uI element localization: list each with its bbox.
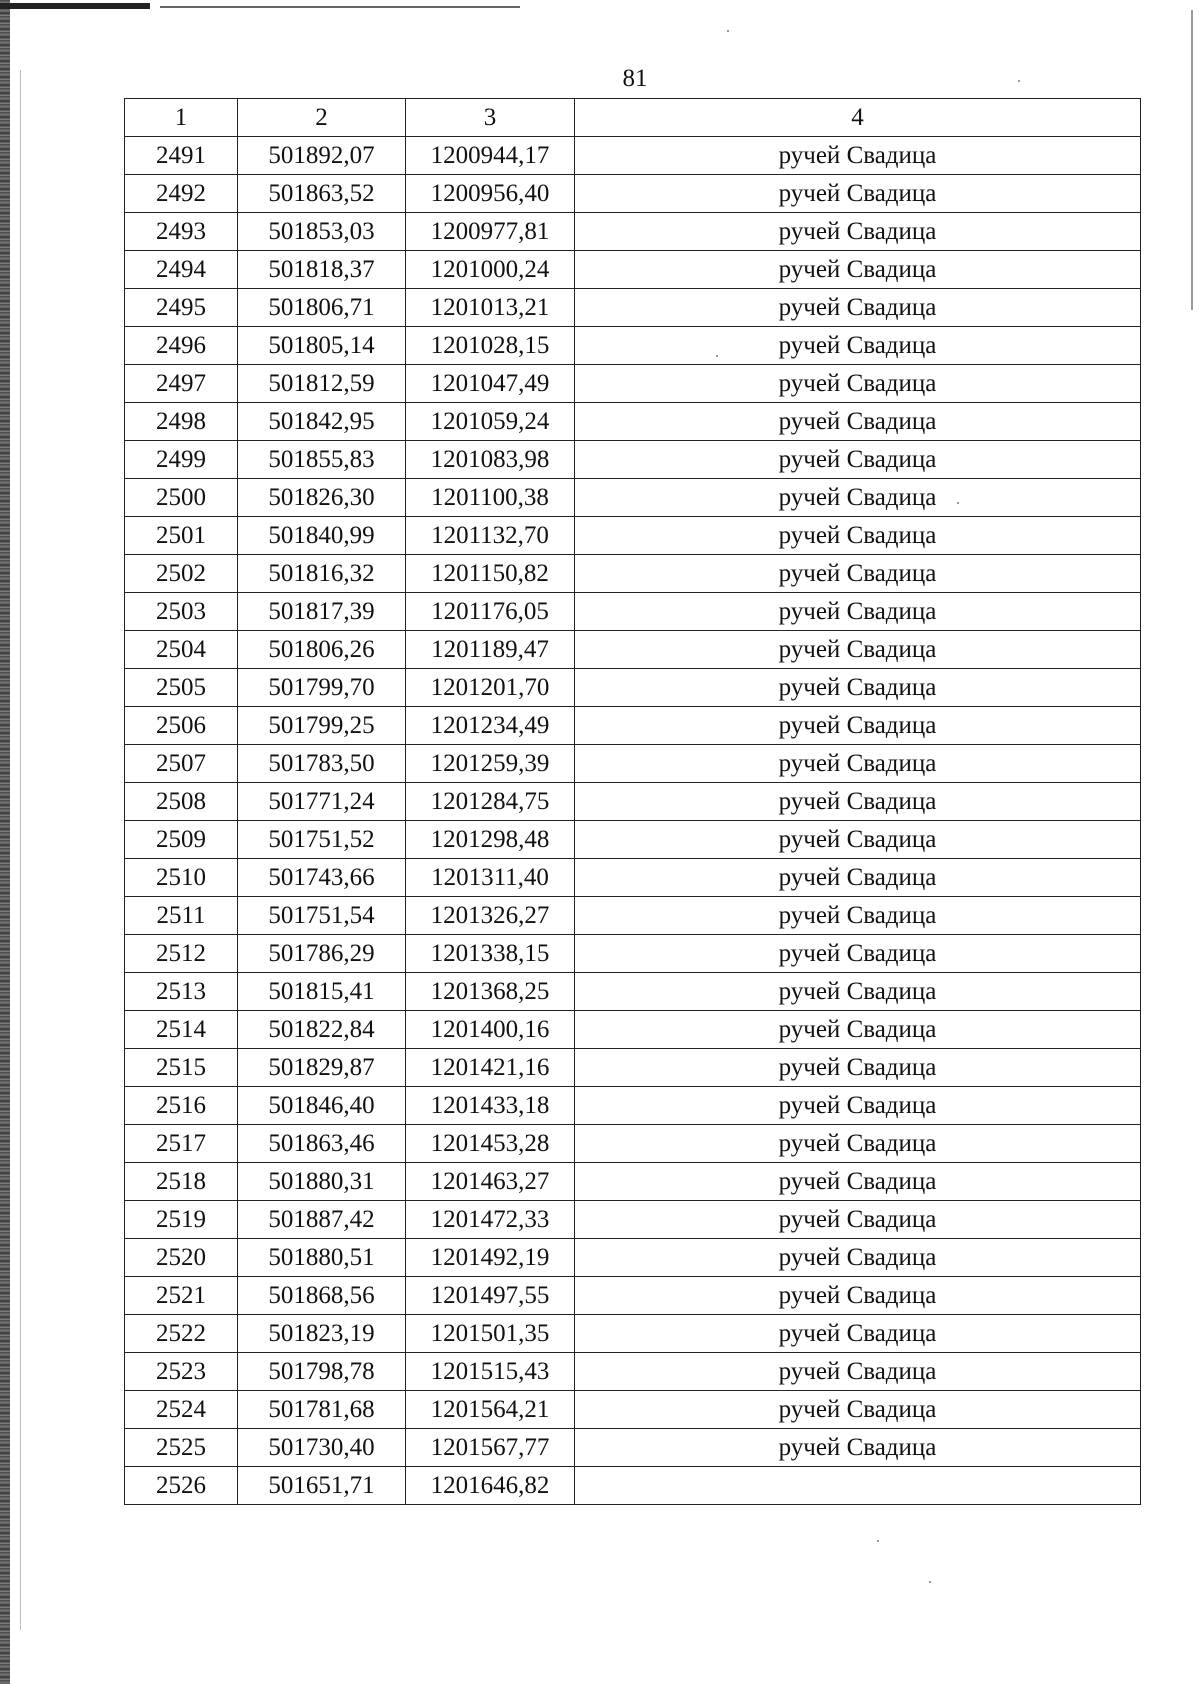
x-coordinate-cell: 501842,95 — [238, 403, 406, 441]
description-cell: ручей Свадица — [575, 631, 1141, 669]
scan-speck — [727, 30, 729, 32]
description-cell: ручей Свадица — [575, 1011, 1141, 1049]
y-coordinate-cell: 1201453,28 — [406, 1125, 575, 1163]
x-coordinate-cell: 501822,84 — [238, 1011, 406, 1049]
y-coordinate-cell: 1201400,16 — [406, 1011, 575, 1049]
y-coordinate-cell: 1201421,16 — [406, 1049, 575, 1087]
scan-fold-line — [20, 70, 21, 1630]
page-number: 81 — [622, 65, 648, 92]
x-coordinate-cell: 501823,19 — [238, 1315, 406, 1353]
description-cell: ручей Свадица — [575, 1087, 1141, 1125]
description-cell: ручей Свадица — [575, 707, 1141, 745]
y-coordinate-cell: 1201176,05 — [406, 593, 575, 631]
table-row — [125, 137, 1141, 175]
x-coordinate-cell: 501892,07 — [238, 137, 406, 175]
description-cell: ручей Свадица — [575, 821, 1141, 859]
point-number-cell: 2517 — [125, 1125, 238, 1163]
table-row — [125, 1201, 1141, 1239]
point-number-cell: 2508 — [125, 783, 238, 821]
x-coordinate-cell: 501786,29 — [238, 935, 406, 973]
x-coordinate-cell: 501751,52 — [238, 821, 406, 859]
x-coordinate-cell: 501853,03 — [238, 213, 406, 251]
point-number-cell: 2504 — [125, 631, 238, 669]
table-row — [125, 745, 1141, 783]
x-coordinate-cell: 501815,41 — [238, 973, 406, 1011]
x-coordinate-cell: 501812,59 — [238, 365, 406, 403]
x-coordinate-cell: 501817,39 — [238, 593, 406, 631]
point-number-cell: 2497 — [125, 365, 238, 403]
description-cell: ручей Свадица — [575, 745, 1141, 783]
table-row — [125, 403, 1141, 441]
description-cell — [575, 1467, 1141, 1505]
table-row — [125, 973, 1141, 1011]
y-coordinate-cell: 1201083,98 — [406, 441, 575, 479]
point-number-cell: 2522 — [125, 1315, 238, 1353]
y-coordinate-cell: 1201189,47 — [406, 631, 575, 669]
point-number-cell: 2496 — [125, 327, 238, 365]
description-cell: ручей Свадица — [575, 365, 1141, 403]
description-cell: ручей Свадица — [575, 289, 1141, 327]
x-coordinate-cell: 501829,87 — [238, 1049, 406, 1087]
point-number-cell: 2495 — [125, 289, 238, 327]
description-cell: ручей Свадица — [575, 441, 1141, 479]
description-cell: ручей Свадица — [575, 593, 1141, 631]
point-number-cell: 2526 — [125, 1467, 238, 1505]
column-header: 3 — [406, 99, 575, 137]
point-number-cell: 2499 — [125, 441, 238, 479]
description-cell: ручей Свадица — [575, 555, 1141, 593]
description-cell: ручей Свадица — [575, 935, 1141, 973]
description-cell: ручей Свадица — [575, 669, 1141, 707]
y-coordinate-cell: 1201311,40 — [406, 859, 575, 897]
table-body — [125, 137, 1141, 1505]
description-cell: ручей Свадица — [575, 137, 1141, 175]
y-coordinate-cell: 1201201,70 — [406, 669, 575, 707]
point-number-cell: 2500 — [125, 479, 238, 517]
point-number-cell: 2505 — [125, 669, 238, 707]
point-number-cell: 2492 — [125, 175, 238, 213]
x-coordinate-cell: 501799,25 — [238, 707, 406, 745]
table-row — [125, 1277, 1141, 1315]
y-coordinate-cell: 1201132,70 — [406, 517, 575, 555]
table-row — [125, 593, 1141, 631]
x-coordinate-cell: 501855,83 — [238, 441, 406, 479]
x-coordinate-cell: 501771,24 — [238, 783, 406, 821]
point-number-cell: 2491 — [125, 137, 238, 175]
description-cell: ручей Свадица — [575, 1391, 1141, 1429]
point-number-cell: 2516 — [125, 1087, 238, 1125]
coordinates-table — [124, 98, 1141, 1505]
description-cell: ручей Свадица — [575, 479, 1141, 517]
table-row — [125, 1163, 1141, 1201]
y-coordinate-cell: 1200956,40 — [406, 175, 575, 213]
point-number-cell: 2507 — [125, 745, 238, 783]
x-coordinate-cell: 501863,46 — [238, 1125, 406, 1163]
column-header: 2 — [238, 99, 406, 137]
y-coordinate-cell: 1201284,75 — [406, 783, 575, 821]
description-cell: ручей Свадица — [575, 1125, 1141, 1163]
x-coordinate-cell: 501751,54 — [238, 897, 406, 935]
table-row — [125, 175, 1141, 213]
table-row — [125, 555, 1141, 593]
table-row — [125, 935, 1141, 973]
y-coordinate-cell: 1201646,82 — [406, 1467, 575, 1505]
point-number-cell: 2511 — [125, 897, 238, 935]
description-cell: ручей Свадица — [575, 1049, 1141, 1087]
point-number-cell: 2498 — [125, 403, 238, 441]
scan-edge-right — [1191, 10, 1193, 310]
x-coordinate-cell: 501816,32 — [238, 555, 406, 593]
x-coordinate-cell: 501743,66 — [238, 859, 406, 897]
table-row — [125, 1429, 1141, 1467]
y-coordinate-cell: 1201567,77 — [406, 1429, 575, 1467]
y-coordinate-cell: 1201000,24 — [406, 251, 575, 289]
table-row — [125, 213, 1141, 251]
table-row — [125, 1353, 1141, 1391]
x-coordinate-cell: 501781,68 — [238, 1391, 406, 1429]
point-number-cell: 2510 — [125, 859, 238, 897]
y-coordinate-cell: 1201150,82 — [406, 555, 575, 593]
y-coordinate-cell: 1201463,27 — [406, 1163, 575, 1201]
point-number-cell: 2514 — [125, 1011, 238, 1049]
table-row — [125, 897, 1141, 935]
table-row — [125, 441, 1141, 479]
description-cell: ручей Свадица — [575, 1201, 1141, 1239]
table-row — [125, 365, 1141, 403]
table-row — [125, 517, 1141, 555]
point-number-cell: 2524 — [125, 1391, 238, 1429]
y-coordinate-cell: 1201433,18 — [406, 1087, 575, 1125]
table-row — [125, 1125, 1141, 1163]
y-coordinate-cell: 1201059,24 — [406, 403, 575, 441]
table-row — [125, 1467, 1141, 1505]
table-row — [125, 1391, 1141, 1429]
table-row — [125, 1239, 1141, 1277]
table-row — [125, 1315, 1141, 1353]
scan-speck — [1018, 80, 1020, 82]
scan-speck — [877, 1540, 879, 1542]
point-number-cell: 2503 — [125, 593, 238, 631]
x-coordinate-cell: 501826,30 — [238, 479, 406, 517]
x-coordinate-cell: 501868,56 — [238, 1277, 406, 1315]
x-coordinate-cell: 501783,50 — [238, 745, 406, 783]
description-cell: ручей Свадица — [575, 1239, 1141, 1277]
table-row — [125, 289, 1141, 327]
y-coordinate-cell: 1201472,33 — [406, 1201, 575, 1239]
x-coordinate-cell: 501840,99 — [238, 517, 406, 555]
y-coordinate-cell: 1201013,21 — [406, 289, 575, 327]
point-number-cell: 2502 — [125, 555, 238, 593]
table-row — [125, 783, 1141, 821]
table-header-row — [125, 99, 1141, 137]
table-row — [125, 327, 1141, 365]
description-cell: ручей Свадица — [575, 403, 1141, 441]
description-cell: ручей Свадица — [575, 175, 1141, 213]
point-number-cell: 2521 — [125, 1277, 238, 1315]
x-coordinate-cell: 501651,71 — [238, 1467, 406, 1505]
y-coordinate-cell: 1201028,15 — [406, 327, 575, 365]
y-coordinate-cell: 1201259,39 — [406, 745, 575, 783]
x-coordinate-cell: 501730,40 — [238, 1429, 406, 1467]
x-coordinate-cell: 501805,14 — [238, 327, 406, 365]
y-coordinate-cell: 1201501,35 — [406, 1315, 575, 1353]
description-cell: ручей Свадица — [575, 1429, 1141, 1467]
scan-edge-top — [0, 3, 150, 9]
table-row — [125, 669, 1141, 707]
x-coordinate-cell: 501799,70 — [238, 669, 406, 707]
y-coordinate-cell: 1201100,38 — [406, 479, 575, 517]
point-number-cell: 2509 — [125, 821, 238, 859]
column-header: 4 — [575, 99, 1141, 137]
y-coordinate-cell: 1201368,25 — [406, 973, 575, 1011]
point-number-cell: 2493 — [125, 213, 238, 251]
point-number-cell: 2523 — [125, 1353, 238, 1391]
description-cell: ручей Свадица — [575, 327, 1141, 365]
table-row — [125, 1087, 1141, 1125]
table-row — [125, 479, 1141, 517]
table-row — [125, 707, 1141, 745]
scan-speck — [929, 1581, 931, 1583]
x-coordinate-cell: 501806,71 — [238, 289, 406, 327]
description-cell: ручей Свадица — [575, 897, 1141, 935]
point-number-cell: 2519 — [125, 1201, 238, 1239]
point-number-cell: 2501 — [125, 517, 238, 555]
x-coordinate-cell: 501846,40 — [238, 1087, 406, 1125]
description-cell: ручей Свадица — [575, 1163, 1141, 1201]
point-number-cell: 2506 — [125, 707, 238, 745]
x-coordinate-cell: 501880,31 — [238, 1163, 406, 1201]
point-number-cell: 2513 — [125, 973, 238, 1011]
x-coordinate-cell: 501806,26 — [238, 631, 406, 669]
description-cell: ручей Свадица — [575, 1353, 1141, 1391]
description-cell: ручей Свадица — [575, 213, 1141, 251]
table-row — [125, 821, 1141, 859]
description-cell: ручей Свадица — [575, 973, 1141, 1011]
y-coordinate-cell: 1200977,81 — [406, 213, 575, 251]
y-coordinate-cell: 1201497,55 — [406, 1277, 575, 1315]
y-coordinate-cell: 1201492,19 — [406, 1239, 575, 1277]
point-number-cell: 2494 — [125, 251, 238, 289]
scan-edge-top-thin — [160, 6, 520, 8]
y-coordinate-cell: 1201298,48 — [406, 821, 575, 859]
table-row — [125, 859, 1141, 897]
x-coordinate-cell: 501863,52 — [238, 175, 406, 213]
x-coordinate-cell: 501880,51 — [238, 1239, 406, 1277]
point-number-cell: 2518 — [125, 1163, 238, 1201]
y-coordinate-cell: 1200944,17 — [406, 137, 575, 175]
y-coordinate-cell: 1201564,21 — [406, 1391, 575, 1429]
y-coordinate-cell: 1201338,15 — [406, 935, 575, 973]
table-row — [125, 1049, 1141, 1087]
description-cell: ручей Свадица — [575, 783, 1141, 821]
point-number-cell: 2525 — [125, 1429, 238, 1467]
table-row — [125, 631, 1141, 669]
description-cell: ручей Свадица — [575, 1315, 1141, 1353]
x-coordinate-cell: 501887,42 — [238, 1201, 406, 1239]
table-row — [125, 1011, 1141, 1049]
point-number-cell: 2515 — [125, 1049, 238, 1087]
x-coordinate-cell: 501798,78 — [238, 1353, 406, 1391]
y-coordinate-cell: 1201234,49 — [406, 707, 575, 745]
table-row — [125, 251, 1141, 289]
description-cell: ручей Свадица — [575, 251, 1141, 289]
y-coordinate-cell: 1201326,27 — [406, 897, 575, 935]
scan-edge-left — [0, 0, 10, 1684]
description-cell: ручей Свадица — [575, 859, 1141, 897]
point-number-cell: 2512 — [125, 935, 238, 973]
x-coordinate-cell: 501818,37 — [238, 251, 406, 289]
y-coordinate-cell: 1201047,49 — [406, 365, 575, 403]
y-coordinate-cell: 1201515,43 — [406, 1353, 575, 1391]
point-number-cell: 2520 — [125, 1239, 238, 1277]
description-cell: ручей Свадица — [575, 517, 1141, 555]
column-header: 1 — [125, 99, 238, 137]
description-cell: ручей Свадица — [575, 1277, 1141, 1315]
